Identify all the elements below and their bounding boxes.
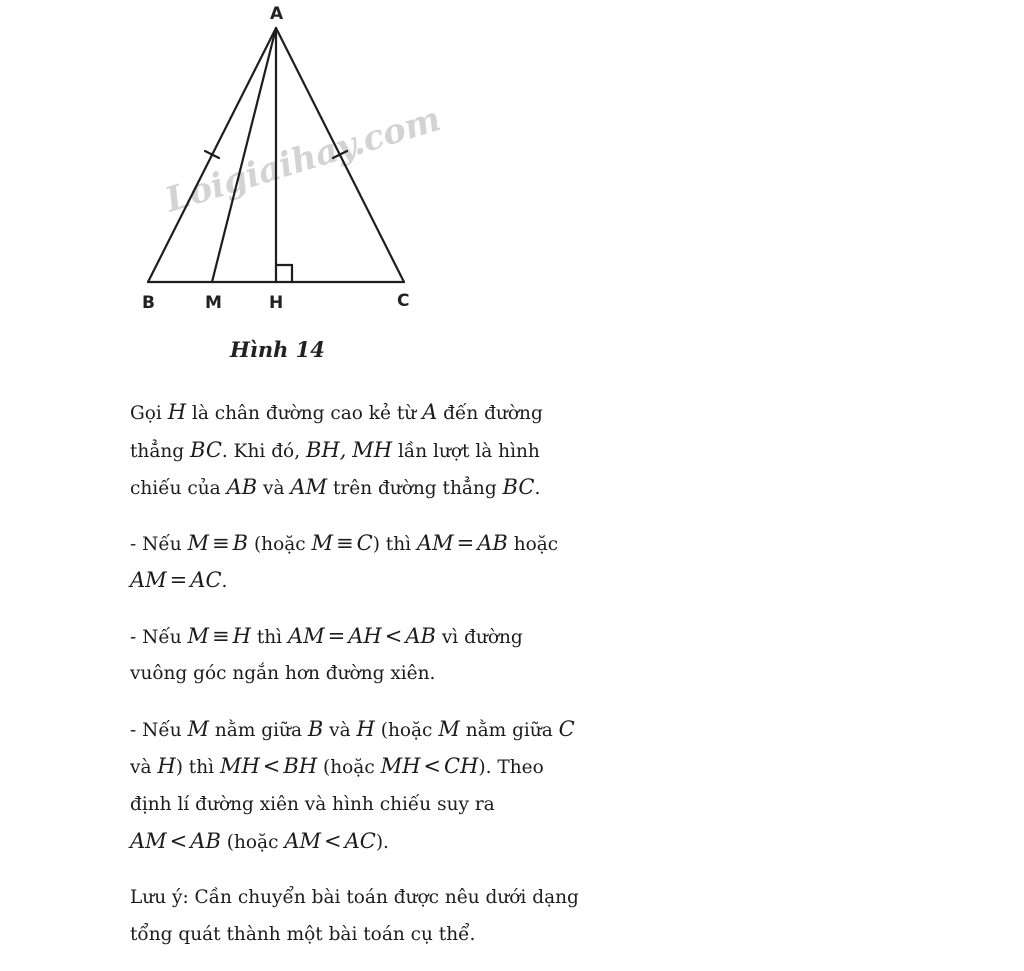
solution-text (130, 394, 650, 954)
text-line: định lí đường xiên và hình chiếu suy ra (130, 793, 495, 815)
paragraph-5-note (130, 879, 650, 954)
text-line: - Nếu M ≡ H thì AM = AH < AB vì đường (130, 623, 523, 648)
text-line: AM < AB (hoặc AM < AC). (130, 829, 389, 853)
paragraph-4 (130, 711, 650, 861)
text-line: Gọi H là chân đường cao kẻ từ A đến đường (130, 400, 543, 424)
watermark-text: Loigiaihay.com (160, 99, 446, 221)
vertex-label-c: C (397, 291, 410, 311)
paragraph-1 (130, 394, 650, 507)
text-line: tổng quát thành một bài toán cụ thể. (130, 924, 476, 945)
figure-caption: Hình 14 (230, 337, 325, 362)
vertex-label-a: A (270, 4, 284, 24)
text-line: và H) thì MH < BH (hoặc MH < CH). Theo (130, 754, 544, 778)
right-angle-mark (276, 265, 292, 282)
text-line: thẳng BC. Khi đó, BH, MH lần lượt là hình (130, 437, 540, 462)
text-line: - Nếu M ≡ B (hoặc M ≡ C) thì AM = AB hoặc (130, 530, 559, 555)
vertex-label-b: B (142, 293, 155, 313)
text-line: vuông góc ngắn hơn đường xiên. (130, 663, 436, 684)
triangle-figure (0, 0, 1024, 380)
paragraph-3 (130, 618, 650, 693)
point-label-m: M (205, 293, 222, 313)
text-line: AM = AC. (130, 568, 228, 592)
point-label-h: H (269, 293, 284, 313)
text-line: - Nếu M nằm giữa B và H (hoặc M nằm giữa C (130, 716, 575, 741)
text-line: chiếu của AB và AM trên đường thẳng BC. (130, 475, 541, 499)
paragraph-2 (130, 525, 650, 600)
text-line: Lưu ý: Cần chuyển bài toán được nêu dưới dạng (130, 886, 579, 908)
